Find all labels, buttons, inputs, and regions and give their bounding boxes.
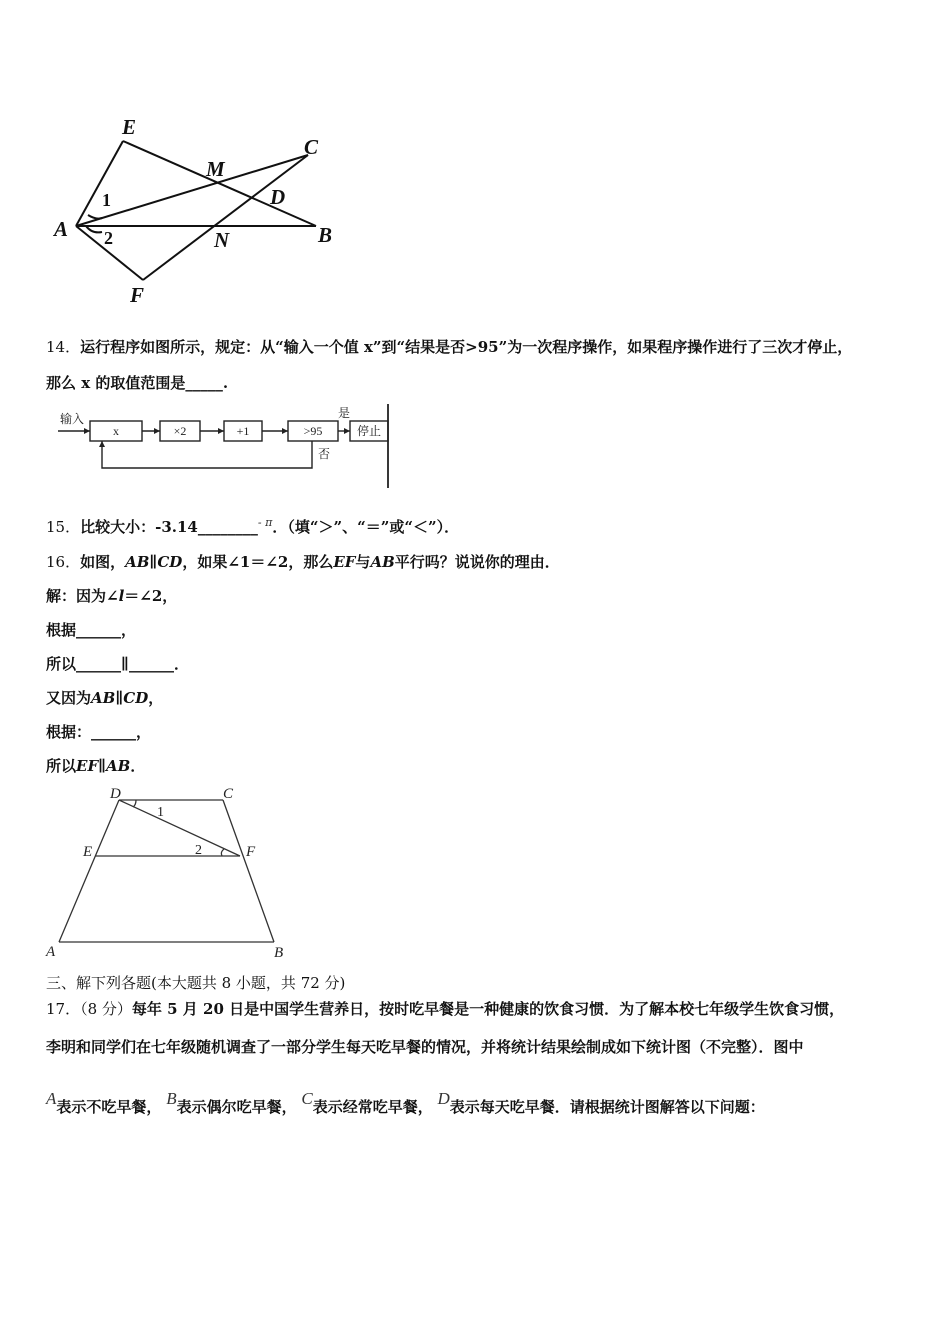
q16-solution-line5: 根据：______， bbox=[46, 723, 152, 741]
q16-stem-c: ，如果∠1＝∠2，那么 bbox=[182, 553, 334, 571]
angle-label-2: 2 bbox=[195, 843, 202, 858]
q16-number: 16． bbox=[46, 553, 81, 571]
q16-sol4-b: AB∥CD bbox=[91, 689, 149, 707]
q16-stem-g: 平行吗？说说你的理由． bbox=[394, 553, 560, 571]
angle-arc-2 bbox=[221, 849, 224, 856]
q16-stem-d: EF bbox=[333, 553, 356, 571]
segment-CB bbox=[223, 800, 274, 942]
loop-back-line bbox=[102, 441, 312, 468]
q17-desc-b: 表示偶尔吃早餐， bbox=[176, 1098, 297, 1116]
q17-symbol-d: D bbox=[437, 1089, 450, 1108]
q16-solution-line2: 根据______， bbox=[46, 621, 137, 639]
label-A: A bbox=[54, 217, 69, 241]
segment-DF bbox=[119, 800, 240, 856]
q17-desc-a: 表示不吃早餐， bbox=[56, 1098, 162, 1116]
flow-condition-label: >95 bbox=[303, 424, 323, 438]
label-B: B bbox=[318, 223, 333, 247]
q16-solution-line6 bbox=[46, 755, 145, 776]
q17-line2: 李明和同学们在七年级随机调查了一部分学生每天吃早餐的情况，并将统计结果绘制成如下统计图（不完整）．图中 bbox=[46, 1038, 804, 1056]
label-A: A bbox=[46, 944, 56, 960]
q15-text-a: 比较大小： bbox=[80, 518, 156, 536]
q16-stem-a: 如图， bbox=[80, 553, 126, 571]
segment-DA bbox=[59, 800, 119, 942]
q16-stem-b: AB∥CD bbox=[125, 553, 183, 571]
q14-line1 bbox=[46, 336, 852, 357]
label-C: C bbox=[223, 786, 234, 802]
q15-line bbox=[46, 516, 459, 537]
q17-desc-c: 表示经常吃早餐， bbox=[312, 1098, 433, 1116]
angle-arc-1 bbox=[88, 215, 102, 219]
label-E: E bbox=[83, 844, 93, 860]
q16-sol1-b: ＝∠2， bbox=[124, 587, 178, 605]
q17-symbol-a: A bbox=[46, 1089, 57, 1108]
label-E: E bbox=[122, 115, 137, 139]
arrowhead-5 bbox=[344, 428, 350, 434]
q15-blank: ________ bbox=[197, 518, 258, 536]
label-N: N bbox=[214, 228, 230, 252]
angle-label-1: 1 bbox=[102, 190, 111, 210]
angle-label-1: 1 bbox=[157, 805, 164, 820]
arrowhead-3 bbox=[218, 428, 224, 434]
section3-title: 三、解下列各题(本大题共 8 小题，共 72 分) bbox=[46, 974, 346, 992]
q16-sol4-a: 又因为 bbox=[46, 689, 92, 707]
arrowhead-2 bbox=[154, 428, 160, 434]
q16-solution-line3: 所以______∥______． bbox=[46, 655, 189, 673]
q16-solution-line1 bbox=[46, 585, 177, 606]
q17-symbol-b: B bbox=[166, 1089, 177, 1108]
q16-stem bbox=[46, 551, 560, 572]
arrowhead-4 bbox=[282, 428, 288, 434]
q15-number: 15． bbox=[46, 518, 81, 536]
q16-sol1-l: l bbox=[118, 587, 125, 605]
label-F: F bbox=[246, 844, 256, 860]
angle-arc-1 bbox=[133, 800, 136, 807]
flow-x-label: x bbox=[113, 424, 119, 438]
flow-no-label: 否 bbox=[317, 447, 331, 461]
flow-yes-label: 是 bbox=[337, 406, 351, 420]
arrowhead-1 bbox=[84, 428, 90, 434]
q16-sol1: 解：因为∠ bbox=[46, 587, 119, 605]
arrowhead-loop bbox=[99, 441, 105, 447]
q17-symbol-c: C bbox=[301, 1089, 313, 1108]
segment-FC bbox=[143, 155, 308, 280]
q17-line1 bbox=[46, 998, 844, 1019]
label-C: C bbox=[304, 135, 319, 159]
label-F: F bbox=[130, 283, 145, 307]
program-flowchart bbox=[56, 402, 396, 492]
label-D: D bbox=[270, 185, 286, 209]
angle-label-2: 2 bbox=[104, 228, 113, 248]
q16-sol4-c: ， bbox=[148, 689, 164, 707]
q16-solution-line4 bbox=[46, 687, 163, 708]
q15-text-b: ．（填“＞”、“＝”或“＜”）． bbox=[272, 518, 460, 536]
label-B: B bbox=[274, 945, 284, 961]
geometry-figure-q13 bbox=[40, 110, 350, 310]
flow-stop-label: 停止 bbox=[356, 424, 382, 438]
q14-number: 14． bbox=[46, 338, 81, 356]
q14-text-line1: 运行程序如图所示，规定：从“输入一个值 x”到“结果是否>95”为一次程序操作，如果程序操作进行了三次才停止， bbox=[80, 338, 853, 356]
flow-plus1-label: +1 bbox=[236, 424, 250, 438]
q14-line2: 那么 x 的取值范围是_____. bbox=[46, 374, 229, 392]
q17-line3 bbox=[46, 1089, 765, 1117]
q16-sol6-b: EF∥AB bbox=[76, 757, 131, 775]
q17-score: （8 分） bbox=[80, 1000, 132, 1018]
segment-EB bbox=[123, 141, 316, 226]
q17-desc-d: 表示每天吃早餐．请根据统计图解答以下问题： bbox=[449, 1098, 765, 1116]
label-D: D bbox=[110, 786, 121, 802]
q16-stem-e: 与 bbox=[355, 553, 371, 571]
q16-sol6-a: 所以 bbox=[46, 757, 77, 775]
q17-text-line1: 每年 5 月 20 日是中国学生营养日，按时吃早餐是一种健康的饮食习惯．为了解本校七年级学生饮食习惯， bbox=[131, 1000, 845, 1018]
q17-number: 17． bbox=[46, 1000, 81, 1018]
q16-sol6-c: ． bbox=[130, 757, 146, 775]
q15-value: -3.14 bbox=[155, 518, 198, 536]
q16-stem-f: AB bbox=[370, 553, 395, 571]
trapezoid-figure-q16 bbox=[40, 782, 300, 962]
label-M: M bbox=[206, 157, 225, 181]
flow-times2-label: ×2 bbox=[173, 424, 187, 438]
flow-input-label: 输入 bbox=[59, 412, 85, 426]
q15-pi: - π bbox=[257, 516, 273, 529]
